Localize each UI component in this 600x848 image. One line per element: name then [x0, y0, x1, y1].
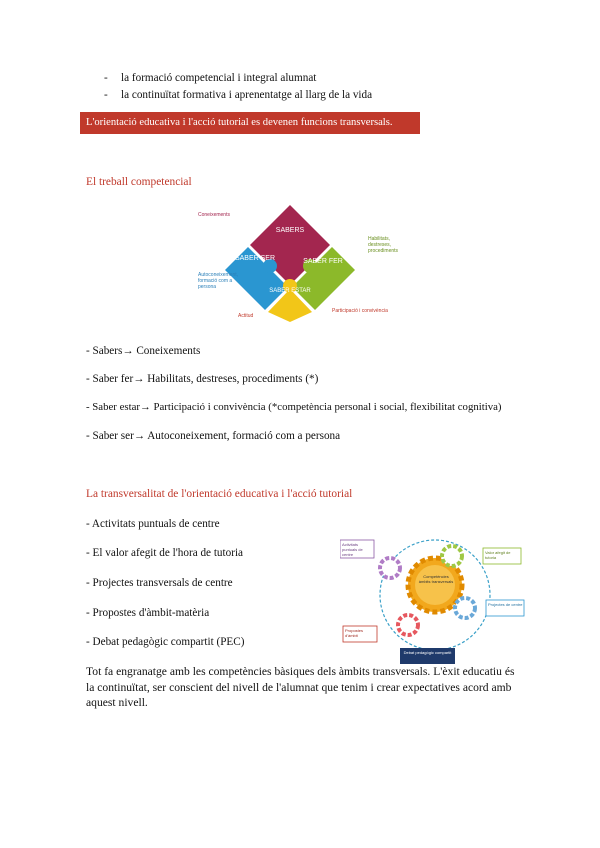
- saber-item-2: - Saber fer→ Habilitats, destreses, procediments (*): [86, 373, 319, 385]
- bullet-text: la continuïtat formativa i aprenentatge al llarg de la vida: [121, 89, 373, 101]
- gear-center-label: Competències àmbits transversals: [418, 574, 454, 584]
- gear-label-2: Valor afegit de tutoria: [485, 550, 511, 560]
- puzzle-graphic: [190, 200, 410, 325]
- saber-estar-label: SABER ESTAR: [269, 288, 311, 294]
- saber-item-1: - Sabers→ Coneixements: [86, 345, 201, 357]
- label-coneixements: Coneixements: [198, 212, 230, 218]
- saber-ser-label: SABER SER: [234, 255, 276, 262]
- saber-item-4: - Saber ser→ Autoconeixement, formació com a persona: [86, 430, 341, 442]
- label-actitud: Actitud: [238, 313, 254, 319]
- gear-red-icon: [398, 615, 418, 635]
- bullet-text: la formació competencial i integral alumnat: [121, 72, 317, 84]
- gear-label-1: Activitats puntuals de centre: [342, 542, 363, 557]
- gear-label-3: Projectes de centre: [488, 602, 523, 607]
- gear-diagram: [340, 530, 525, 665]
- section-heading-transversalitat: La transversalitat de l'orientació educativa i l'acció tutorial: [86, 488, 353, 500]
- saber-item-3: - Saber estar→ Participació i convivència (*competència personal i social, flexibilitat cognitiva): [86, 401, 502, 413]
- transversal-item-2: - El valor afegit de l'hora de tutoria: [86, 547, 244, 559]
- gear-label-5: Debat pedagògic compartit: [403, 650, 452, 655]
- highlight-banner: L'orientació educativa i l'acció tutorial es devenen funcions transversals.: [80, 112, 420, 134]
- transversal-item-4: - Propostes d'àmbit-matèria: [86, 607, 210, 619]
- transversal-item-5: - Debat pedagògic compartit (PEC): [86, 636, 245, 648]
- center-gear-core: [415, 565, 455, 605]
- transversal-item-3: - Projectes transversals de centre: [86, 577, 233, 589]
- label-autoconeixement: Autoconeixement, formació com a persona: [198, 272, 239, 290]
- sabers-label: SABERS: [275, 227, 305, 234]
- label-habilitats: Habilitats, destreses, procediments: [368, 236, 399, 254]
- bullet-marker: -: [104, 72, 108, 84]
- gear-label-4: Propostes d'àmbit: [345, 628, 364, 638]
- gear-purple-icon: [380, 558, 400, 578]
- bullet-marker: -: [104, 89, 108, 101]
- section-heading-competencial: El treball competencial: [86, 176, 192, 188]
- gear-blue-icon: [455, 598, 475, 618]
- gear-green-icon: [442, 546, 462, 566]
- competence-puzzle-diagram: [190, 200, 410, 325]
- closing-paragraph: Tot fa engranatge amb les competències bàsiques dels àmbits transversals. L'èxit educatiu és la continuïtat, ser conscient del nivell de l'alumnat que tenim i crear expectatives acord amb aquest nivell.: [86, 665, 515, 709]
- transversal-item-1: - Activitats puntuals de centre: [86, 518, 220, 530]
- saber-fer-label: SABER FER: [303, 258, 343, 265]
- label-participacio: Participació i convivència: [332, 308, 388, 314]
